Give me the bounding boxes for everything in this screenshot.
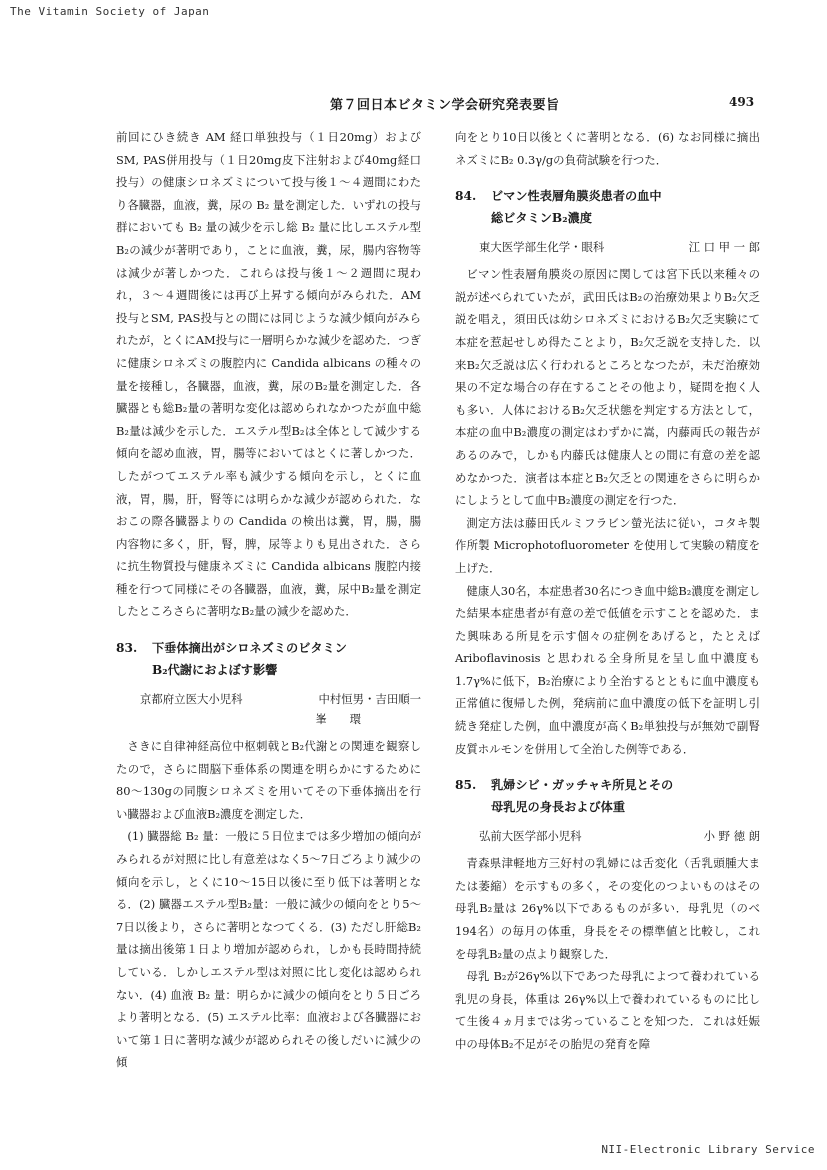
article-83-affiliation bbox=[116, 689, 421, 729]
title-line: ビマン性表層角膜炎患者の血中 bbox=[491, 189, 662, 204]
article-number: 83. bbox=[116, 641, 138, 656]
paragraph: 健康人30名，本症患者30名につき血中総B₂濃度を測定した結果本症患者が有意の差で低値を示すことを認めた．また興味ある所見を示す個々の症例をあげると，たとえば Ariboflavinosis と思われる全身所見を呈し血中濃度も1.7γ%に低下，B₂治療により全治するとともに血中濃度も正常値に復帰した例，発病前に血中濃度の低下を証明し引続き発症した例，血中濃度が高くB₂単独投与が無効で副腎皮質ホルモンを併用して全治した例等である． bbox=[455, 583, 760, 756]
title-line: 母乳児の身長および体重 bbox=[491, 800, 626, 815]
watermark-bottom: NII-Electronic Library Service bbox=[601, 1143, 815, 1156]
right-column bbox=[455, 126, 760, 1056]
article-84-affiliation bbox=[455, 237, 760, 257]
paragraph: 前回にひき続き AM 経口単独投与（１日20mg）および SM, PAS併用投与（１日20mg皮下注射および40mg経口投与）の健康シロネズミについて投与後１～４週間にわたり各臓器，血液，糞，尿の B₂ 量を測定した．いずれの投与群においても B₂ 量の減少を示し総 B₂ 量に比しエステル型B₂の減少が著明であり，ことに血液，糞，尿，腸内容物等は減少が著しかつた．これらは投与後１～２週間に現われ，３～４週間後には再び上昇する傾向がみられた．AM投与とSM, PAS投与との間には同じような減少傾向がみられたが，とくにAM投与に一層明らかな減少を認めた．つぎに健康シロネズミの腹腔内に Candida albicans の種々の量を接種し，各臓器，血液，糞，尿のB₂量を測定した．各臓器とも総B₂量の著明な変化は認められなかつたが血中総B₂量は減少を示した．エステル型B₂は全体として減少する傾向を認め血液，胃，腸等においてはとくに著しかつた．したがつてエステル率も減少する傾向を示し，とくに血液，胃，腸，肝，腎等には明らかな減少が認められた．なおこの際各臓器よりの Candida の検出は糞，胃，腸，腸内容物に多く，肝，腎，脾，尿等よりも見出された．さらに抗生物質投与健康ネズミに Candida albicans 腹腔内接種を行つて同様にその各臓器，血液，糞，尿中B₂量を測定したところさらに著明なB₂量の減少を認めた． bbox=[116, 130, 421, 619]
left-column bbox=[116, 126, 421, 1074]
title-line: B₂代謝におよぼす影響 bbox=[152, 663, 278, 678]
paragraph: 母乳 B₂が26γ%以下であつた母乳によつて養われている乳児の身長，体重は 26γ%以上で養われているものに比して生後４ヵ月までは劣っていることを知つた．これは妊娠中の母体B₂不足がその胎児の発育を障 bbox=[455, 969, 760, 1051]
authors: 江 口 甲 一 郎 bbox=[688, 240, 760, 255]
department: 東大医学部生化学・眼科 bbox=[479, 240, 605, 255]
article-number: 85. bbox=[455, 778, 477, 793]
department: 京都府立医大小児科 bbox=[140, 692, 243, 707]
page-number: 493 bbox=[729, 95, 755, 109]
paragraph: さきに自律神経高位中枢刺戟とB₂代謝との関連を観察したので，さらに間脳下垂体系の関連を明らかにするために80～130gの同腹シロネズミを用いてその下垂体摘出を行い臓器および血液B₂濃度を測定した． bbox=[116, 739, 421, 821]
article-84-title bbox=[455, 185, 760, 229]
authors: 中村恒男・吉田順一 bbox=[318, 692, 421, 707]
paragraph: ビマン性表層角膜炎の原因に関しては宮下氏以来種々の説が述べられていたが，武田氏はB₂の治療効果よりB₂欠乏説を唱え，須田氏は幼シロネズミにおけるB₂欠乏実験にて本症を惹起せしめ得たことより，B₂欠乏説を支持した．以来B₂欠乏説は広く行われるところとなつたが，未だ治療効果の不定な場合の存在することその他より，疑問を抱く人も多い．人体におけるB₂欠乏状態を判定する方法として，本症の血中B₂濃度の測定はわずかに嵩，内藤両氏の報告があるのみで，しかも内藤氏は健康人との間に有意の差を認めなかつた．演者は本症とB₂欠乏との関連をさらに明らかにしようとして血中B₂濃度の測定を行つた． bbox=[455, 267, 760, 508]
paragraph: 青森県津軽地方三好村の乳婦には舌変化（舌乳頭腫大または萎縮）を示すもの多く，その変化のつよいものはその母乳B₂量は 26γ%以下であるものが多い．母乳児（のべ194名）の毎月の体重，身長をその標準値と比較し，これを母乳B₂量の点より観察した． bbox=[455, 856, 760, 961]
paragraph: (1) 臓器総 B₂ 量：一般に５日位までは多少増加の傾向がみられるが対照に比し有意差はなく5～7日ごろより減少の傾向を示し，とくに10～15日以後に至り低下は著明となる．(2) 臓器エステル型B₂量：一般に減少の傾向をとり5～7日以後より，さらに著明となつてくる．(3) ただし肝総B₂量は摘出後第１日より増加が認められ，しかも長時間持続している．しかしエステル型は対照に比し変化は認められない．(4) 血液 B₂ 量：明らかに減少の傾向をとり５日ごろより著明となる．(5) エステル比率：血液および各臓器において第１日に著明な減少が認められその後しだいに減少の傾 bbox=[116, 829, 421, 1070]
article-85-affiliation bbox=[455, 826, 760, 846]
title-line: 総ビタミンB₂濃度 bbox=[491, 211, 592, 226]
title-line: 下垂体摘出がシロネズミのビタミン bbox=[152, 641, 347, 656]
running-head: 第７回日本ビタミン学会研究発表要旨 bbox=[330, 98, 560, 113]
department: 弘前大医学部小児科 bbox=[479, 829, 582, 844]
article-85-title bbox=[455, 774, 760, 818]
title-line: 乳婦シビ・ガッチャキ所見とその bbox=[491, 778, 674, 793]
authors: 峯 環 bbox=[315, 712, 361, 727]
watermark-top: The Vitamin Society of Japan bbox=[10, 5, 210, 18]
paragraph: 向をとり10日以後とくに著明となる．(6) なお同様に摘出ネズミにB₂ 0.3γ/gの負荷試験を行つた． bbox=[455, 130, 760, 167]
paragraph: 測定方法は藤田氏ルミフラビン螢光法に従い，コタキ製作所製 Microphotofluorometer を使用して実験の精度を上げた． bbox=[455, 515, 760, 575]
authors: 小 野 徳 朗 bbox=[703, 829, 760, 844]
article-number: 84. bbox=[455, 189, 477, 204]
article-83-title bbox=[116, 637, 421, 681]
